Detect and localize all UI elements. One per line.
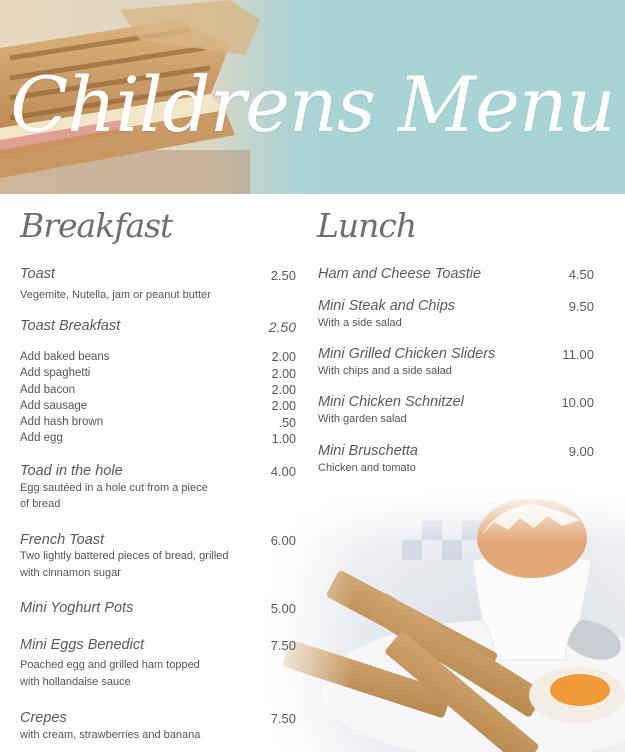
addon-egg-price: 1.00 xyxy=(271,432,296,446)
item-mini-bruschetta-desc: Chicken and tomato xyxy=(318,462,416,474)
item-mini-chicken-schnitzel-price: 10.00 xyxy=(561,395,594,410)
item-mini-bruschetta-price: 9.00 xyxy=(568,444,594,459)
addon-sausage-price: 2.00 xyxy=(271,399,296,413)
item-toad-in-the-hole-desc-2: of bread xyxy=(20,498,61,510)
item-mini-eggs-benedict-price: 7.50 xyxy=(270,638,296,653)
addon-spaghetti: Add spaghetti xyxy=(20,367,91,379)
breakfast-heading: Breakfast xyxy=(20,206,173,245)
item-french-toast-price: 6.00 xyxy=(270,533,296,548)
item-french-toast-desc-1: Two lightly battered pieces of bread, grilled xyxy=(20,550,229,562)
addon-baked-beans: Add baked beans xyxy=(20,351,110,363)
addon-hash-brown-price: .50 xyxy=(278,416,296,430)
boiled-egg-and-toast-soldiers-photo xyxy=(262,490,625,752)
item-crepes-price: 7.50 xyxy=(270,711,296,726)
item-toast-price: 2.50 xyxy=(270,268,296,283)
item-mini-eggs-benedict-desc-1: Poached egg and grilled ham topped xyxy=(20,659,200,671)
addon-hash-brown: Add hash brown xyxy=(20,416,104,428)
item-crepes-desc: with cream, strawberries and banana xyxy=(20,729,201,741)
addon-sausage: Add sausage xyxy=(20,400,88,412)
item-toad-in-the-hole-price: 4.00 xyxy=(270,464,296,479)
item-toast: Toast xyxy=(20,266,55,282)
item-toast-desc: Vegemite, Nutella, jam or peanut butter xyxy=(20,289,211,301)
item-mini-chicken-schnitzel: Mini Chicken Schnitzel xyxy=(318,394,464,410)
lunch-heading: Lunch xyxy=(317,206,417,245)
item-toast-breakfast: Toast Breakfast xyxy=(20,318,121,334)
item-mini-eggs-benedict-desc-2: with hollandaise sauce xyxy=(20,676,131,688)
item-mini-yoghurt-pots-price: 5.00 xyxy=(270,601,296,616)
item-mini-steak-and-chips-desc: With a side salad xyxy=(318,317,402,329)
menu-title: Childrens Menu xyxy=(10,60,615,149)
addon-bacon-price: 2.00 xyxy=(271,383,296,397)
addon-egg: Add egg xyxy=(20,432,63,444)
item-mini-yoghurt-pots: Mini Yoghurt Pots xyxy=(20,600,134,616)
item-mini-grilled-chicken-sliders-desc: With chips and a side salad xyxy=(318,365,452,377)
menu-header xyxy=(0,0,625,194)
item-toast-breakfast-price: 2.50 xyxy=(268,319,296,335)
item-mini-steak-and-chips: Mini Steak and Chips xyxy=(318,298,456,314)
item-toad-in-the-hole: Toad in the hole xyxy=(20,463,123,479)
item-french-toast-desc-2: with cinnamon sugar xyxy=(20,567,121,579)
item-mini-steak-and-chips-price: 9.50 xyxy=(568,299,594,314)
addon-bacon: Add bacon xyxy=(20,384,75,396)
item-mini-grilled-chicken-sliders-price: 11.00 xyxy=(562,347,594,362)
item-mini-bruschetta: Mini Bruschetta xyxy=(318,443,418,459)
item-ham-and-cheese-toastie-price: 4.50 xyxy=(568,267,594,282)
addon-spaghetti-price: 2.00 xyxy=(271,367,296,381)
item-mini-eggs-benedict: Mini Eggs Benedict xyxy=(20,637,145,653)
addon-baked-beans-price: 2.00 xyxy=(271,350,296,364)
item-french-toast: French Toast xyxy=(20,532,105,548)
item-ham-and-cheese-toastie: Ham and Cheese Toastie xyxy=(318,266,482,282)
item-mini-grilled-chicken-sliders: Mini Grilled Chicken Sliders xyxy=(318,346,496,362)
item-toad-in-the-hole-desc-1: Egg sautéed in a hole cut from a piece xyxy=(20,482,208,494)
item-crepes: Crepes xyxy=(20,710,67,726)
item-mini-chicken-schnitzel-desc: With garden salad xyxy=(318,413,407,425)
